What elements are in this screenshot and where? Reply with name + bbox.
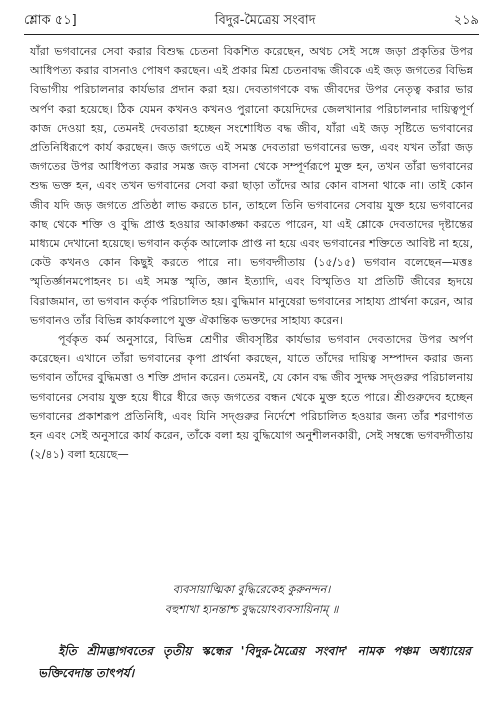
header-verse-ref: শ্লোক ৫১] [24,12,77,28]
header-chapter-title: বিদুর-মৈত্রেয় সংবাদ [214,12,316,28]
running-header [24,10,479,32]
verse-line-2: বহুশাখা হ্যনন্তাশ্চ বুদ্ধয়োঽব্যবসায়িনাম্ ॥ [164,603,339,616]
purport-text [30,42,473,464]
purport-paragraph-2: পূর্বকৃত কর্ম অনুসারে, বিভিন্ন শ্রেণীর জীবসৃষ্টির কার্যভার ভগবান দেবতাদের উপর অর্পণ করেছেন। এখানে তাঁরা ভগবানের কৃপা প্রার্থনা করছেন, যাতে তাঁদের দায়িত্ব সম্পাদন করার জন্য ভগবান তাঁদের বুদ্ধিমত্তা ও শক্তি প্রদান করেন। তেমনই, যে কোন বদ্ধ জীব সুদক্ষ সদ্গুরুর পরিচালনায় ভগবানের সেবায় যুক্ত হয়ে ধীরে ধীরে জড় জগতের বন্ধন থেকে মুক্ত হতে পারে। শ্রীগুরুদেব হচ্ছেন ভগবানের প্রকাশরূপ প্রতিনিধি, এবং যিনি সদ্গুরুর নির্দেশে পরিচালিত হওয়ার জন্য তাঁর শরণাগত হন এবং সেই অনুসারে কার্য করেন, তাঁকে বলা হয় বুদ্ধিযোগ অনুশীলনকারী, সেই সম্বন্ধে ভগবদ্গীতায় (২/৪১) বলা হয়েছে— [30,333,473,462]
header-divider [24,34,479,35]
chapter-colophon: ইতি শ্রীমদ্ভাগবতের তৃতীয় স্কন্ধের 'বিদুর-মৈত্রেয় সংবাদ' নামক পঞ্চম অধ্যায়ের ভক্তিবেদান্ত তাৎপর্য। [38,644,471,680]
header-page-number: ২১৯ [453,12,479,28]
purport-paragraph-1: যাঁরা ভগবানের সেবা করার বিশুদ্ধ চেতনা বিকশিত করেছেন, অথচ সেই সঙ্গে জড়া প্রকৃতির উপর আধিপত্য করার বাসনাও পোষণ করছেন। এই প্রকার মিশ্র চেতনাবদ্ধ জীবকে এই জড় জগতের বিভিন্ন বিভাগীয় পরিচালনার কার্যভার প্রদান করা হয়। দেবতাগণকে বদ্ধ জীবদের উপর নেতৃত্ব করার ভার অর্পণ করা হয়েছে। ঠিক যেমন কখনও কখনও পুরানো কয়েদিদের জেলখানার পরিচালনার দায়িত্বপূর্ণ কাজ দেওয়া হয়, তেমনই দেবতারা হচ্ছেন সংশোধিত বদ্ধ জীব, যাঁরা এই জড় সৃষ্টিতে ভগবানের প্রতিনিধিরূপে কার্য করছেন। জড় জগতে এই সমস্ত দেবতারা ভগবানের ভক্ত, এবং যখন তাঁরা জড় জগতের উপর আধিপত্য করার সমস্ত জড় বাসনা থেকে সম্পূর্ণরূপে মুক্ত হন, তখন তাঁরা ভগবানের শুদ্ধ ভক্ত হন, এবং তখন ভগবানের সেবা করা ছাড়া তাঁদের আর কোন বাসনা থাকে না। তাই কোন জীব যদি জড় জগতে প্রতিষ্ঠা লাভ করতে চান, তাহলে তিনি ভগবানের সেবায় যুক্ত হয়ে ভগবানের কাছ থেকে শক্তি ও বুদ্ধি প্রাপ্ত হওয়ার আকাঙ্ক্ষা করতে পারেন, যা এই শ্লোকে দেবতাদের দৃষ্টান্তের মাধ্যমে দেখানো হয়েছে। ভগবান কর্তৃক আলোক প্রাপ্ত না হয়ে এবং ভগবানের শক্তিতে আবিষ্ট না হয়ে, কেউ কখনও কোন কিছুই করতে পারে না। ভগবদ্গীতায় (১৫/১৫) ভগবান বলেছেন—মত্তঃ স্মৃতির্জ্ঞানমপোহনং চ। এই সমস্ত স্মৃতি, জ্ঞান ইত্যাদি, এবং বিস্মৃতিও যা প্রতিটি জীবের হৃদয়ে বিরাজমান, তা ভগবান কর্তৃক পরিচালিত হয়। বুদ্ধিমান মানুষেরা ভগবানের সাহায্য প্রার্থনা করেন, আর ভগবানও তাঁর বিভিন্ন কার্যকলাপে যুক্ত ঐকান্তিক ভক্তদের সাহায্য করেন। [30,45,473,327]
verse-line-1: ব্যবসায়াত্মিকা বুদ্ধিরেকেহ কুরুনন্দন। [172,583,331,596]
quoted-verse [0,580,503,620]
